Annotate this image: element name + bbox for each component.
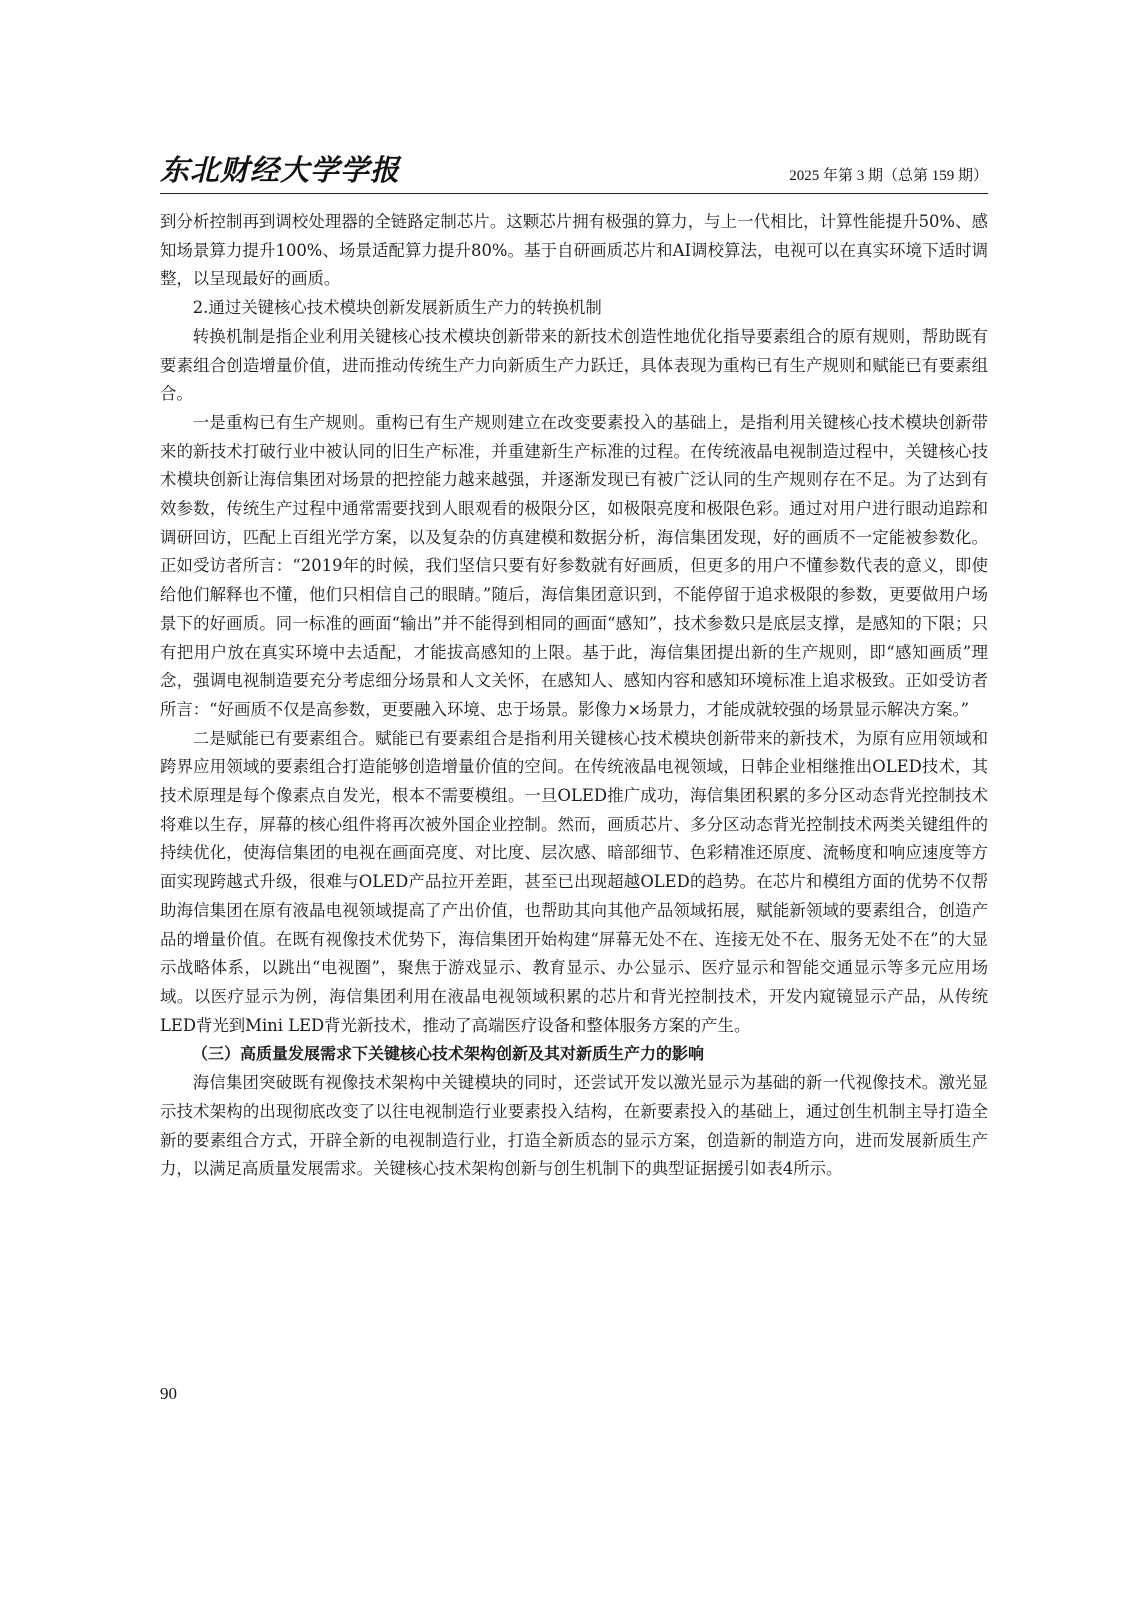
running-header [160, 152, 988, 194]
subsection-heading: 2.通过关键核心技术模块创新发展新质生产力的转换机制 [192, 298, 602, 318]
journal-name: 东北财经大学学报 [160, 153, 401, 187]
paragraph-empower-elements: 二是赋能已有要素组合。赋能已有要素组合是指利用关键核心技术模块创新带来的新技术，为原有应用领域和跨界应用领域的要素组合打造能够创造增量价值的空间。在传统液晶电视领域，日韩企业相继推出OLED技术，其技术原理是每个像素点自发光，根本不需要模组。一旦OLED推广成功，海信集团积累的多分区动态背光控制技术将难以生存，屏幕的核心组件将再次被外国企业控制。然而，画质芯片、多分区动态背光控制技术两类关键组件的持续优化，使海信集团的电视在画面亮度、对比度、层次感、暗部细节、色彩精准还原度、流畅度和响应速度等方面实现跨越式升级，很难与OLED产品拉开差距，甚至已出现超越OLED的趋势。在芯片和模组方面的优势不仅帮助海信集团在原有液晶电视领域提高了产出价值，也帮助其向其他产品领域拓展，赋能新领域的要素组合，创造产品的增量价值。在既有视像技术优势下，海信集团开始构建“屏幕无处不在、连接无处不在、服务无处不在”的大显示战略体系，以跳出“电视圈”，聚焦于游戏显示、教育显示、办公显示、医疗显示和智能交通显示等多元应用场域。以医疗显示为例，海信集团利用在液晶电视领域积累的芯片和背光控制技术，开发内窥镜显示产品，从传统LED背光到Mini LED背光新技术，推动了高端医疗设备和整体服务方案的产生。 [160, 728, 988, 1035]
page-number: 90 [160, 1384, 177, 1403]
section-heading: （三）高质量发展需求下关键核心技术架构创新及其对新质生产力的影响 [192, 1044, 705, 1064]
paragraph-continued: 到分析控制再到调校处理器的全链路定制芯片。这颗芯片拥有极强的算力，与上一代相比，计算性能提升50%、感知场景算力提升100%、场景适配算力提升80%。基于自研画质芯片和AI调校算法，电视可以在真实环境下适时调整，以呈现最好的画质。 [160, 212, 988, 289]
article-body [160, 208, 988, 1184]
header-rule [160, 193, 988, 194]
paragraph-architecture-innovation: 海信集团突破既有视像技术架构中关键模块的同时，还尝试开发以激光显示为基础的新一代视像技术。激光显示技术架构的出现彻底改变了以往电视制造行业要素投入结构，在新要素投入的基础上，通过创生机制主导打造全新的要素组合方式，开辟全新的电视制造行业，打造全新质态的显示方案，创造新的制造方向，进而发展新质生产力，以满足高质量发展需求。关键核心技术架构创新与创生机制下的典型证据援引如表4所示。 [160, 1073, 988, 1179]
paragraph-restructure-rules: 一是重构已有生产规则。重构已有生产规则建立在改变要素投入的基础上，是指利用关键核心技术模块创新带来的新技术打破行业中被认同的旧生产标准，并重建新生产标准的过程。在传统液晶电视制造过程中，关键核心技术模块创新让海信集团对场景的把控能力越来越强，并逐渐发现已有被广泛认同的生产规则存在不足。为了达到有效参数，传统生产过程中通常需要找到人眼观看的极限分区，如极限亮度和极限色彩。通过对用户进行眼动追踪和调研回访，匹配上百组光学方案，以及复杂的仿真建模和数据分析，海信集团发现，好的画质不一定能被参数化。正如受访者所言：“2019年的时候，我们坚信只要有好参数就有好画质，但更多的用户不懂参数代表的意义，即使给他们解释也不懂，他们只相信自己的眼睛。”随后，海信集团意识到，不能停留于追求极限的参数，更要做用户场景下的好画质。同一标准的画面“输出”并不能得到相同的画面“感知”，技术参数只是底层支撑，是感知的下限；只有把用户放在真实环境中去适配，才能拔高感知的上限。基于此，海信集团提出新的生产规则，即“感知画质”理念，强调电视制造要充分考虑细分场景和人文关怀，在感知人、感知内容和感知环境标准上追求极致。正如受访者所言：“好画质不仅是高参数，更要融入环境、忠于场景。影像力×场景力，才能成就较强的场景显示解决方案。” [160, 412, 988, 719]
issue-info: 2025 年第 3 期（总第 159 期） [789, 168, 988, 184]
paragraph-conversion-mechanism: 转换机制是指企业利用关键核心技术模块创新带来的新技术创造性地优化指导要素组合的原有规则，帮助既有要素组合创造增量价值，进而推动传统生产力向新质生产力跃迁，具体表现为重构已有生产规则和赋能已有要素组合。 [160, 326, 988, 404]
